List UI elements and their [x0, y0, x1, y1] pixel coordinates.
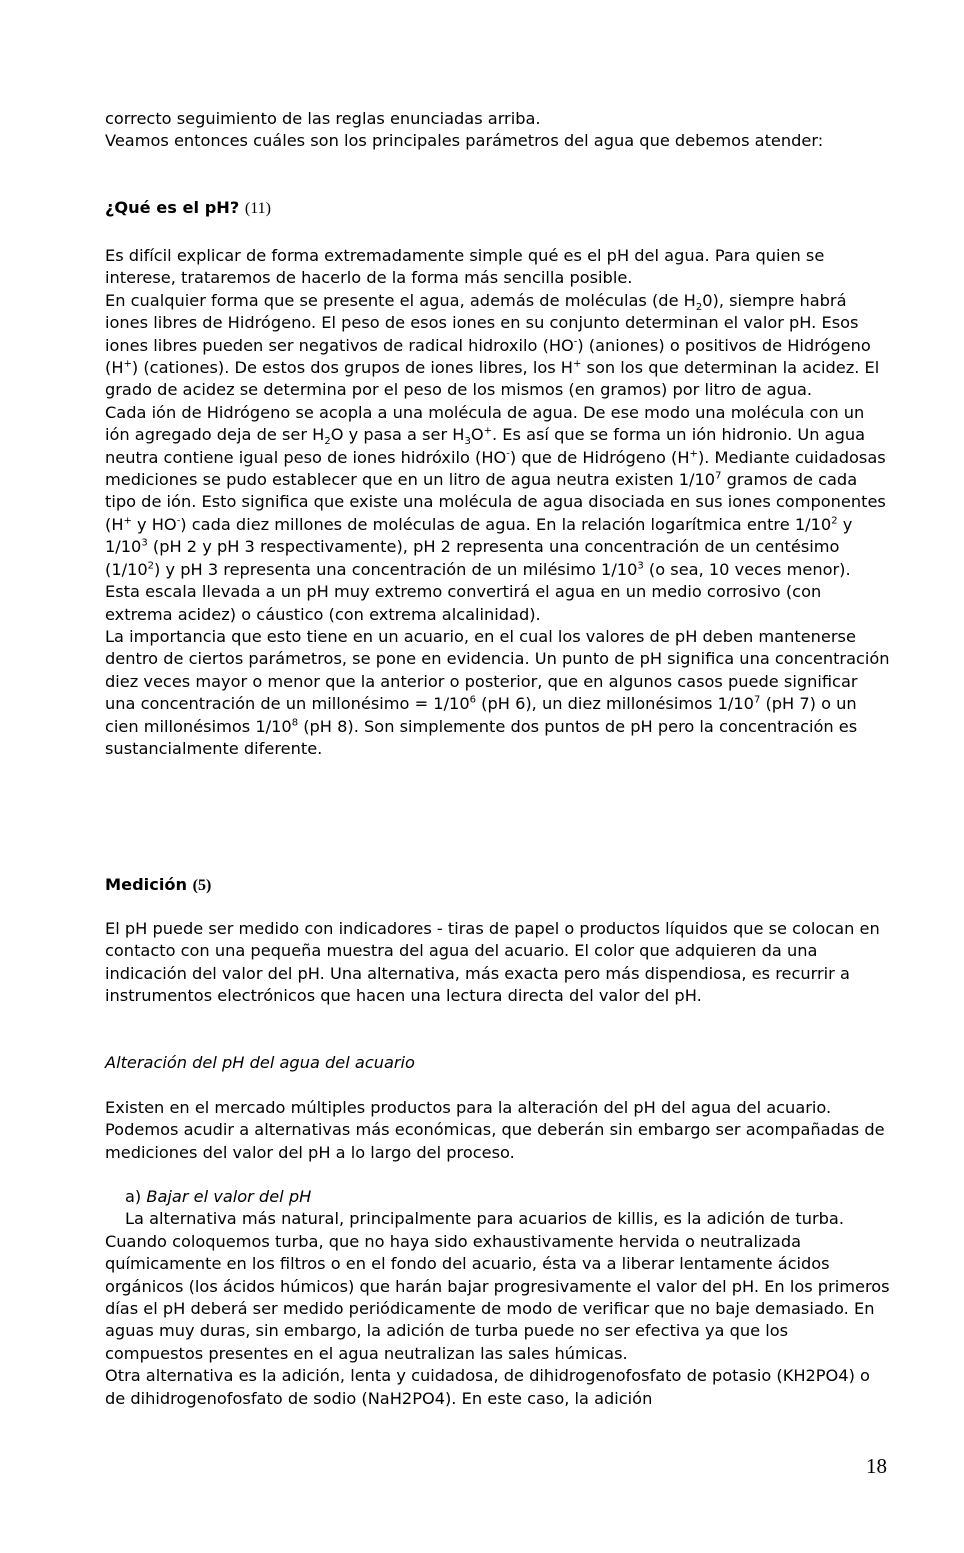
superscript: + [689, 448, 698, 460]
text-run: (pH 6), un diez millonésimos 1/10 [476, 694, 754, 714]
subscript: 3 [464, 436, 471, 448]
text-run: ). Mediante cuidadosas mediciones se pudo establecer que en un litro de agua neutra existen 1/10 [105, 447, 886, 490]
intro-line-2: Veamos entonces cuáles son los principales parámetros del agua que debemos atender: [105, 131, 824, 151]
text-run: ) (aniones) o positivos de Hidrógeno (H [105, 335, 871, 378]
medicion-heading-title: Medición [105, 875, 188, 894]
superscript: 3 [637, 560, 644, 572]
superscript: - [176, 515, 181, 527]
ph-heading-ref: (11) [244, 200, 271, 217]
superscript: 2 [831, 515, 838, 527]
bajar-ph-paragraph-1: La alternativa más natural, principalmente para acuarios de killis, es la adición de turba. Cuando coloquemos turba, que no haya sido exhaustivamente hervida o neutralizada químicamente en los filtros o en el fondo del acuario, ésta va a liberar lentamente ácidos orgánicos (los ácidos húmicos) que harán bajar progresivamente el valor del pH. En los primeros días el pH deberá ser medido periódicamente de modo de verificar que no baje demasiado. En aguas muy duras, sin embargo, la adición de turba puede no ser efectiva ya que los compuestos presentes en el agua neutralizan las sales húmicas. [105, 1209, 890, 1363]
alteracion-subtitle: Alteración del pH del agua del acuario [105, 1053, 415, 1072]
ph-paragraph-4 [105, 626, 890, 760]
text-run: ) (cationes). De estos dos grupos de iones libres, los H [131, 358, 573, 378]
text-run: ) cada diez millones de moléculas de agua. En la relación logarítmica entre 1/10 [180, 514, 832, 534]
subscript: 2 [324, 436, 331, 448]
text-run: (pH 2 y pH 3 respectivamente), pH 2 representa una concentración de un centésimo (1/10 [105, 537, 840, 579]
text-run: ) que de Hidrógeno (H [509, 447, 690, 467]
text-run: O [470, 425, 484, 445]
bajar-ph-section [105, 1186, 890, 1410]
text-run: (pH 7) o un cien millonésimos 1/10 [105, 694, 857, 736]
list-item-a [105, 1186, 890, 1208]
ph-heading [105, 197, 890, 220]
text-run: son los que determinan la acidez. El grado de acidez se determina por el peso de los mismos (en gramos) por litro de agua. [105, 358, 880, 400]
ph-body [105, 245, 890, 760]
text-run: 0), siempre habrá iones libres de Hidrógeno. El peso de esos iones en su conjunto determinan el valor pH. Esos iones libres pueden ser negativos de radical hidroxilo (HO [105, 290, 859, 355]
superscript: + [123, 515, 132, 527]
text-run: En cualquier forma que se presente el agua, además de moléculas (de H [105, 290, 696, 310]
superscript: 7 [715, 470, 722, 482]
list-item-a-label: Bajar el valor del pH [146, 1187, 312, 1206]
superscript: 2 [147, 560, 155, 572]
superscript: 3 [141, 537, 148, 549]
list-item-a-prefix: a) [125, 1187, 147, 1206]
medicion-heading [105, 874, 890, 897]
medicion-paragraph-1: El pH puede ser medido con indicadores - tiras de papel o productos líquidos que se colocan en contacto con una pequeña muestra del agua del acuario. El color que adquieren da una indicación del valor del pH. Una alternativa, más exacta pero más dispendiosa, es recurrir a instrumentos electrónicos que hacen una lectura directa del valor del pH. [105, 919, 880, 1006]
ph-paragraph-3 [105, 402, 890, 626]
subscript: 2 [695, 302, 703, 314]
superscript: + [483, 425, 492, 437]
ph-paragraph-2 [105, 290, 890, 402]
text-run: (pH 8). Son simplemente dos puntos de pH pero la concentración es sustancialmente diferente. [105, 716, 858, 758]
superscript: + [572, 358, 582, 370]
superscript: - [506, 448, 510, 460]
bajar-ph-paragraph-2: Otra alternativa es la adición, lenta y cuidadosa, de dihidrogenofosfato de potasio (KH2PO4) o de dihidrogenofosfato de sodio (NaH2PO4). En este caso, la adición [105, 1366, 870, 1408]
ph-paragraph-1: Es difícil explicar de forma extremadamente simple qué es el pH del agua. Para quien se interese, trataremos de hacerlo de la forma más sencilla posible. [105, 246, 825, 288]
superscript: 8 [291, 717, 299, 729]
superscript: 7 [753, 694, 761, 706]
text-run: gramos de cada tipo de ión. Esto significa que existe una molécula de agua disociada en sus iones componentes (H [105, 470, 886, 534]
text-run: y HO [131, 514, 177, 534]
superscript: - [573, 336, 578, 348]
superscript: + [123, 358, 132, 370]
text-run: y 1/10 [105, 514, 853, 557]
page-number: 18 [866, 1454, 887, 1478]
intro-line-1: correcto seguimiento de las reglas enunciadas arriba. [105, 109, 541, 128]
intro-paragraph [105, 108, 890, 153]
text-run: La importancia que esto tiene en un acuario, en el cual los valores de pH deben mantenerse dentro de ciertos parámetros, se pone en evidencia. Un punto de pH significa una concentración diez veces mayor o menor que la anterior o posterior, que en algunos casos puede significar una concentración de un millonésimo = 1/10 [105, 626, 890, 714]
medicion-heading-ref: (5) [192, 877, 212, 894]
text-run: . Es así que se forma un ión hidronio. Un agua neutra contiene igual peso de iones hidróxilo (HO [105, 425, 866, 467]
medicion-paragraph-2: Existen en el mercado múltiples productos para la alteración del pH del agua del acuario. Podemos acudir a alternativas más económicas, que deberán sin embargo ser acompañadas de mediciones del valor del pH a lo largo del proceso. [105, 1098, 885, 1162]
text-run: O y pasa a ser H [330, 425, 465, 445]
text-run: ) y pH 3 representa una concentración de un milésimo 1/10 [154, 559, 638, 579]
ph-heading-title: ¿Qué es el pH? [105, 198, 240, 217]
superscript: 6 [469, 694, 477, 706]
text-run: (o sea, 10 veces menor). Esta escala llevada a un pH muy extremo convertirá el agua en un medio corrosivo (con extrema acidez) o cáustico (con extrema alcalinidad). [105, 559, 851, 624]
text-run: Cada ión de Hidrógeno se acopla a una molécula de agua. De ese modo una molécula con un ión agregado deja de ser H [105, 402, 865, 445]
